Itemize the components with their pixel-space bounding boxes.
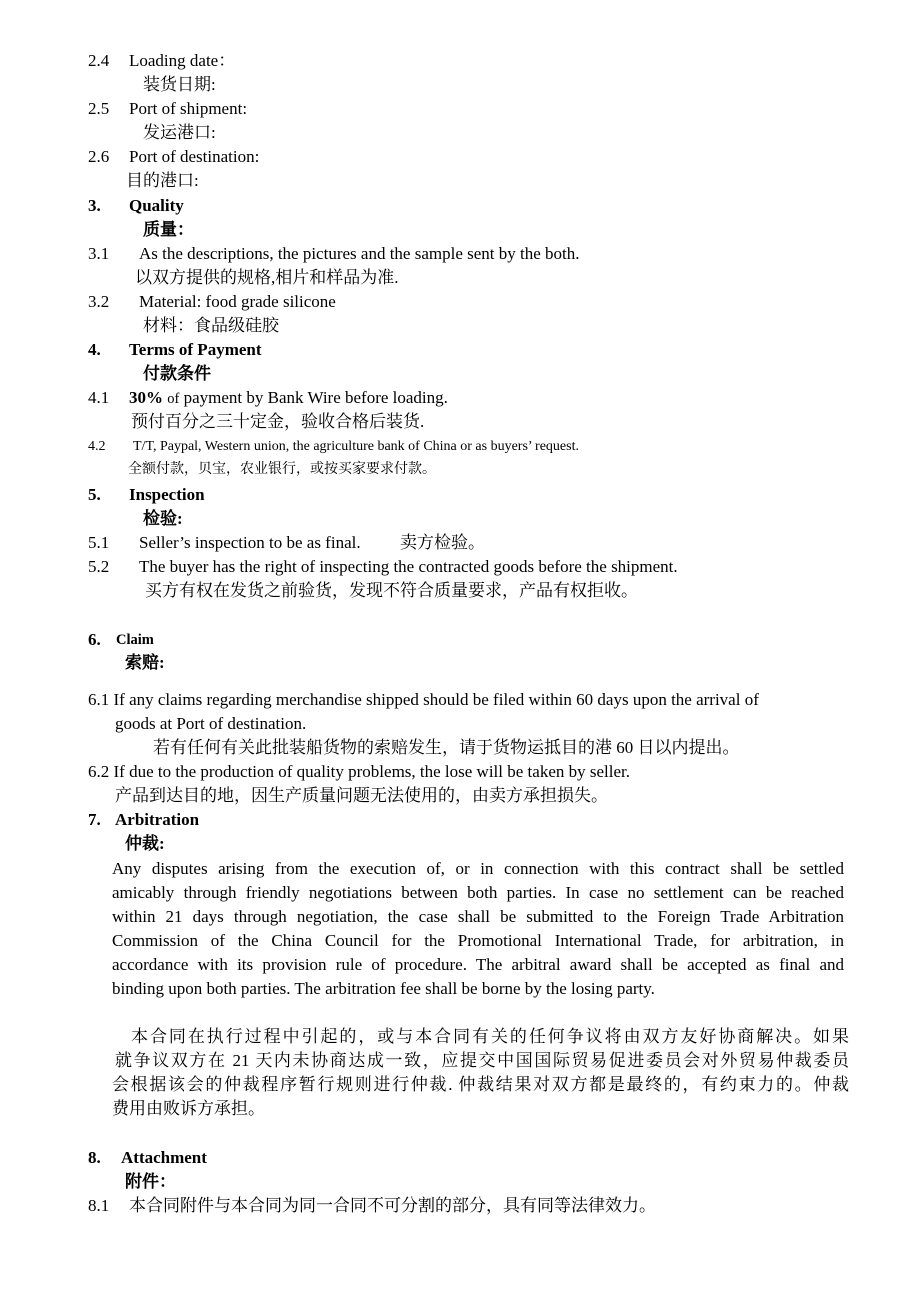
clause-text: As the descriptions, the pictures and the sample sent by the both. xyxy=(139,244,580,263)
paragraph-line: accordance with its provision rule of procedure. The arbitral award shall be accepted as final and xyxy=(112,955,844,974)
paragraph-line: Commission of the China Council for the Promotional International Trade, for arbitration, in xyxy=(112,931,844,950)
clause-text: Material: food grade silicone xyxy=(139,292,336,311)
section-title-zh: 付款条件 xyxy=(143,364,211,383)
section-title-zh: 检验: xyxy=(143,509,183,528)
section-title: Arbitration xyxy=(115,810,200,829)
clause-text: T/T, Paypal, Western union, the agriculture bank of China or as buyers’ request. xyxy=(133,439,579,454)
section-number: 5.2 xyxy=(88,557,110,576)
section-title: Claim xyxy=(116,632,154,648)
paragraph-line: within 21 days through negotiation, the case shall be submitted to the Foreign Trade Arbitration xyxy=(112,907,844,926)
loading-date-label: Loading date： xyxy=(129,51,236,70)
paragraph-line-zh: 会根据该会的仲裁程序暂行规则进行仲裁. 仲裁结果对双方都是最终的，有约束力的。仲裁 xyxy=(112,1075,849,1094)
clause-text: Seller’s inspection to be as final. xyxy=(139,533,361,552)
port-of-destination-label-zh: 目的港口: xyxy=(126,171,199,190)
clause-text: The buyer has the right of inspecting the contracted goods before the shipment. xyxy=(139,557,678,576)
section-title: Terms of Payment xyxy=(129,340,262,359)
paragraph-line: binding upon both parties. The arbitration fee shall be borne by the losing party. xyxy=(112,979,655,998)
section-number: 8. xyxy=(88,1148,101,1167)
section-number: 2.4 xyxy=(88,51,110,70)
port-of-shipment-label: Port of shipment: xyxy=(129,99,248,118)
section-number: 3.2 xyxy=(88,292,110,311)
section-number: 4.2 xyxy=(88,439,106,454)
clause-text-zh: 材料：食品级硅胶 xyxy=(143,316,279,335)
clause-text-zh: 卖方检验。 xyxy=(400,533,485,552)
clause-text-zh: 全额付款，贝宝，农业银行，或按买家要求付款。 xyxy=(128,462,436,477)
section-title: Inspection xyxy=(129,485,205,504)
clause-text: payment by Bank Wire before loading. xyxy=(183,388,448,407)
paragraph-line-zh: 本合同在执行过程中引起的，或与本合同有关的任何争议将由双方友好协商解决。如果 xyxy=(131,1027,849,1046)
clause-text: 6.1 If any claims regarding merchandise shipped should be filed within 60 days upon the arrival of xyxy=(88,690,759,709)
section-title: Attachment xyxy=(121,1148,207,1167)
section-title: Quality xyxy=(129,196,184,215)
section-number: 7. xyxy=(88,810,101,829)
section-title-zh: 附件： xyxy=(125,1172,176,1191)
clause-text-zh: 产品到达目的地，因生产质量问题无法使用的，由卖方承担损失。 xyxy=(115,786,608,805)
section-number: 5.1 xyxy=(88,533,110,552)
paragraph-line-zh: 费用由败诉方承担。 xyxy=(112,1099,265,1118)
section-number: 4. xyxy=(88,340,101,359)
section-title-zh: 质量： xyxy=(143,220,194,239)
port-of-destination-label: Port of destination: xyxy=(129,147,260,166)
section-number: 8.1 xyxy=(88,1196,110,1215)
clause-text-zh: 本合同附件与本合同为同一合同不可分割的部分，具有同等法律效力。 xyxy=(129,1196,656,1215)
paragraph-line: Any disputes arising from the execution of, or in connection with this contract shall be settled xyxy=(112,859,844,878)
loading-date-label-zh: 装货日期: xyxy=(143,75,216,94)
section-number: 2.6 xyxy=(88,147,110,166)
clause-text-zh: 买方有权在发货之前验货，发现不符合质量要求，产品有权拒收。 xyxy=(145,581,638,600)
port-of-shipment-label-zh: 发运港口: xyxy=(143,123,216,142)
clause-text: goods at Port of destination. xyxy=(115,714,307,733)
deposit-percent: 30% xyxy=(129,388,163,407)
section-number: 6. xyxy=(88,630,101,649)
paragraph-line: amicably through friendly negotiations between both parties. In case no settlement can be reached xyxy=(112,883,844,902)
section-title-zh: 索赔: xyxy=(125,653,165,672)
paragraph-line-zh: 就争议双方在 21 天内未协商达成一致，应提交中国国际贸易促进委员会对外贸易仲裁委员 xyxy=(115,1051,849,1070)
clause-text-zh: 预付百分之三十定金，验收合格后装货. xyxy=(131,412,425,431)
section-number: 3. xyxy=(88,196,101,215)
section-number: 5. xyxy=(88,485,101,504)
clause-text-zh: 以双方提供的规格,相片和样品为准. xyxy=(135,268,399,287)
section-number: 2.5 xyxy=(88,99,110,118)
clause-text-zh: 若有任何有关此批装船货物的索赔发生，请于货物运抵目的港 60 日以内提出。 xyxy=(153,738,740,757)
section-number: 3.1 xyxy=(88,244,110,263)
clause-text-of: of xyxy=(167,391,180,407)
section-number: 4.1 xyxy=(88,388,110,407)
clause-text: 6.2 If due to the production of quality problems, the lose will be taken by seller. xyxy=(88,762,630,781)
section-title-zh: 仲裁: xyxy=(125,834,165,853)
